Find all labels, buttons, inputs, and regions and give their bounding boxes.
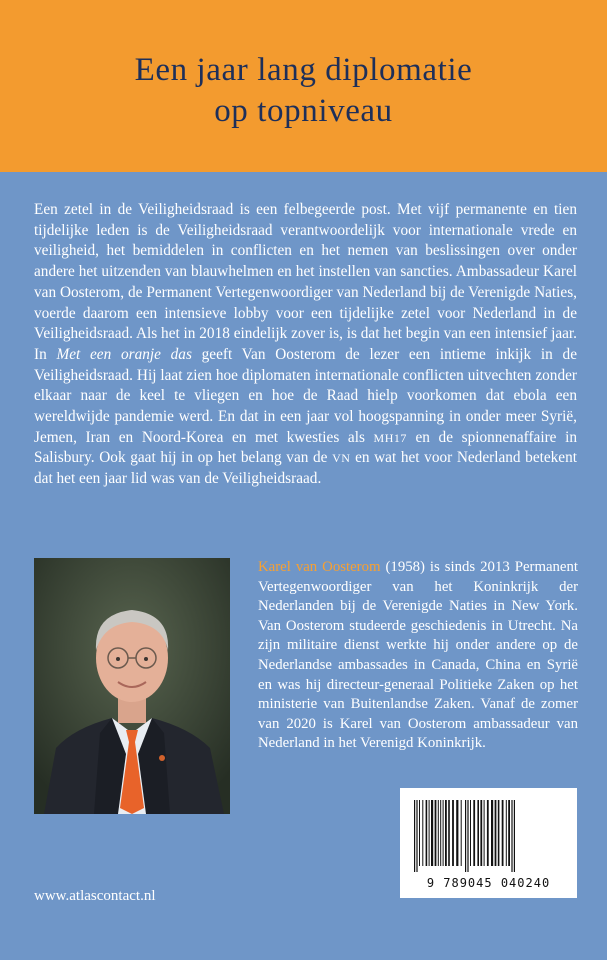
barcode-bar: [438, 800, 439, 866]
barcode-bar: [435, 800, 437, 866]
barcode-bar: [445, 800, 447, 866]
barcode-bar: [414, 800, 415, 872]
barcode-bar: [443, 800, 444, 866]
barcode-bar: [511, 800, 512, 872]
title-line-1: Een jaar lang diplomatie: [134, 52, 473, 88]
mh17-smallcaps: MH17: [373, 430, 407, 445]
barcode-bar: [498, 800, 500, 866]
author-portrait-illustration: [34, 558, 230, 814]
barcode-bar: [422, 800, 423, 866]
barcode-bar: [448, 800, 450, 866]
title-banner: [0, 0, 607, 172]
barcode-bar: [502, 800, 504, 866]
barcode-bar: [514, 800, 515, 872]
barcode-bar: [452, 800, 454, 866]
blurb-part-4: en wat het voor Nederland betekent dat het een jaar lid was van de Veiligheidsraad.: [34, 449, 577, 488]
blurb-part-3: en de spionnenaffaire in Salisbury. Ook gaat hij in op het belang van de: [34, 428, 577, 467]
barcode-bar: [419, 800, 420, 866]
barcode-bar: [491, 800, 493, 866]
isbn-barcode: [400, 788, 577, 898]
cover-title: [0, 50, 607, 132]
barcode-bar: [429, 800, 430, 866]
isbn-number: 9 789045 040240: [426, 876, 551, 890]
author-bio-text: (1958) is sinds 2013 Permanent Vertegenwoordiger van het Koninkrijk der Nederlanden bij de Verenigde Naties in New York. Van Oosterom studeerde geschiedenis in Utrecht. Na zijn militaire dienst werkte hij onder andere op de Nederlandse ambassades in Canada, China en Syrië en was hij directeur-generaal Politieke Zaken op het ministerie van Buitenlandse Zaken. Vanaf de zomer van 2020 is Karel van Oosterom ambassadeur van Nederland in het Verenigd Koninkrijk.: [258, 559, 578, 752]
blurb-text: [34, 200, 577, 490]
barcode-bar: [461, 800, 462, 866]
author-photo: [34, 558, 230, 814]
barcode-bar: [508, 800, 510, 866]
barcode-bar: [473, 800, 475, 866]
barcode-bar: [431, 800, 433, 866]
barcode-bar: [465, 800, 466, 872]
vn-smallcaps: VN: [332, 451, 351, 466]
author-bio: [258, 558, 578, 754]
publisher-url: www.atlascontact.nl: [34, 888, 156, 904]
barcode-bar: [495, 800, 497, 866]
barcode-bar: [416, 800, 417, 872]
barcode-bar: [484, 800, 485, 866]
title-line-2: op topniveau: [214, 93, 393, 129]
barcode-bar: [477, 800, 479, 866]
blurb-part-2: geeft Van Oosterom de lezer een intieme inkijk in de Veiligheidsraad. Hij laat zien hoe diplomaten internationale conflicten uitvechten zonder elkaar naar de keel te vliegen en hoe de Raad hielp voorkomen dat ebola een wereldwijde pandemie werd. En dat in een jaar vol hoogspanning in onder meer Syrië, Jemen, Iran en Noord-Korea en met kwesties als: [34, 345, 577, 446]
barcode-bar: [426, 800, 428, 866]
barcode-bars: [400, 788, 577, 874]
book-title-italic: Met een oranje das: [56, 345, 192, 363]
barcode-bar: [480, 800, 482, 866]
blurb-part-1: Een zetel in de Veiligheidsraad is een felbegeerde post. Met vijf permanente en tien tijdelijke leden is de Veiligheidsraad verantwoordelijk voor internationale vrede en veiligheid, het bemiddelen in conflicten en het nemen van beslissingen over onder andere het uitzenden van blauwhelmen en het instellen van sancties. Ambassadeur Karel van Oosterom, de Permanent Vertegenwoordiger van Nederland bij de Verenigde Naties, voerde daarom een intensieve lobby voor een tijdelijke zetel voor Nederland in de Veiligheidsraad. Als het in 2018 eindelijk zover is, is dat het begin van een intensief jaar. In: [34, 201, 577, 363]
barcode-bar: [467, 800, 468, 872]
author-name: Karel van Oosterom: [258, 559, 381, 575]
barcode-bar: [487, 800, 489, 866]
barcode-bar: [456, 800, 458, 866]
barcode-bar: [470, 800, 471, 866]
barcode-bar: [506, 800, 507, 866]
barcode-bar: [440, 800, 441, 866]
